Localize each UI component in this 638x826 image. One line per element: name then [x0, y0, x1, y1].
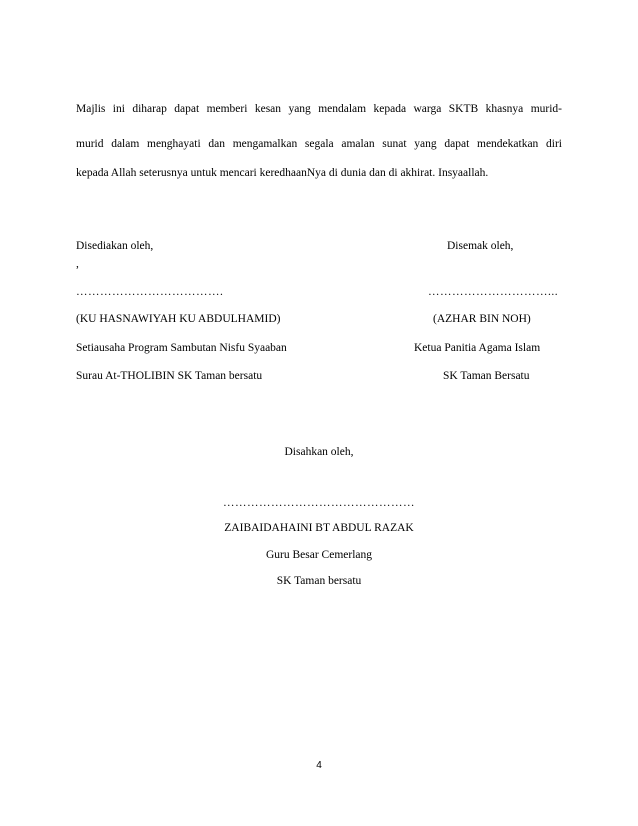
paragraph-line-3: kepada Allah seterusnya untuk mencari keredhaanNya di dunia dan di akhirat. Insyaallah.	[76, 167, 489, 179]
approved-by-name: ZAIBAIDAHAINI BT ABDUL RAZAK	[224, 522, 414, 534]
prepared-by-heading: Disediakan oleh,	[76, 240, 154, 252]
prepared-by-organization: Surau At-THOLIBIN SK Taman bersatu	[76, 370, 263, 382]
approved-by-position: Guru Besar Cemerlang	[265, 549, 373, 561]
prepared-by-name: (KU HASNAWIYAH KU ABDULHAMID)	[76, 313, 281, 325]
page-number: 4	[316, 760, 322, 771]
reviewed-by-position: Ketua Panitia Agama Islam	[414, 342, 541, 354]
approved-by-organization: SK Taman bersatu	[276, 575, 362, 587]
reviewed-by-organization: SK Taman Bersatu	[443, 370, 530, 382]
reviewed-by-heading: Disemak oleh,	[447, 240, 514, 252]
approved-by-signature-line: …………………………………………	[223, 497, 415, 509]
paragraph-line-1: Majlis ini diharap dapat memberi kesan yang mendalam kepada warga SKTB khasnya murid-	[76, 103, 562, 115]
approved-by-heading: Disahkan oleh,	[284, 446, 354, 458]
reviewed-by-name: (AZHAR BIN NOH)	[433, 313, 531, 325]
reviewed-by-signature-line: …………………………...	[428, 286, 559, 298]
prepared-by-position: Setiausaha Program Sambutan Nisfu Syaaban	[76, 342, 287, 354]
stray-comma: ,	[76, 258, 79, 270]
prepared-by-signature-line: ……………………………….	[76, 286, 224, 298]
paragraph-line-2: murid dalam menghayati dan mengamalkan segala amalan sunat yang dapat mendekatkan diri	[76, 138, 562, 150]
